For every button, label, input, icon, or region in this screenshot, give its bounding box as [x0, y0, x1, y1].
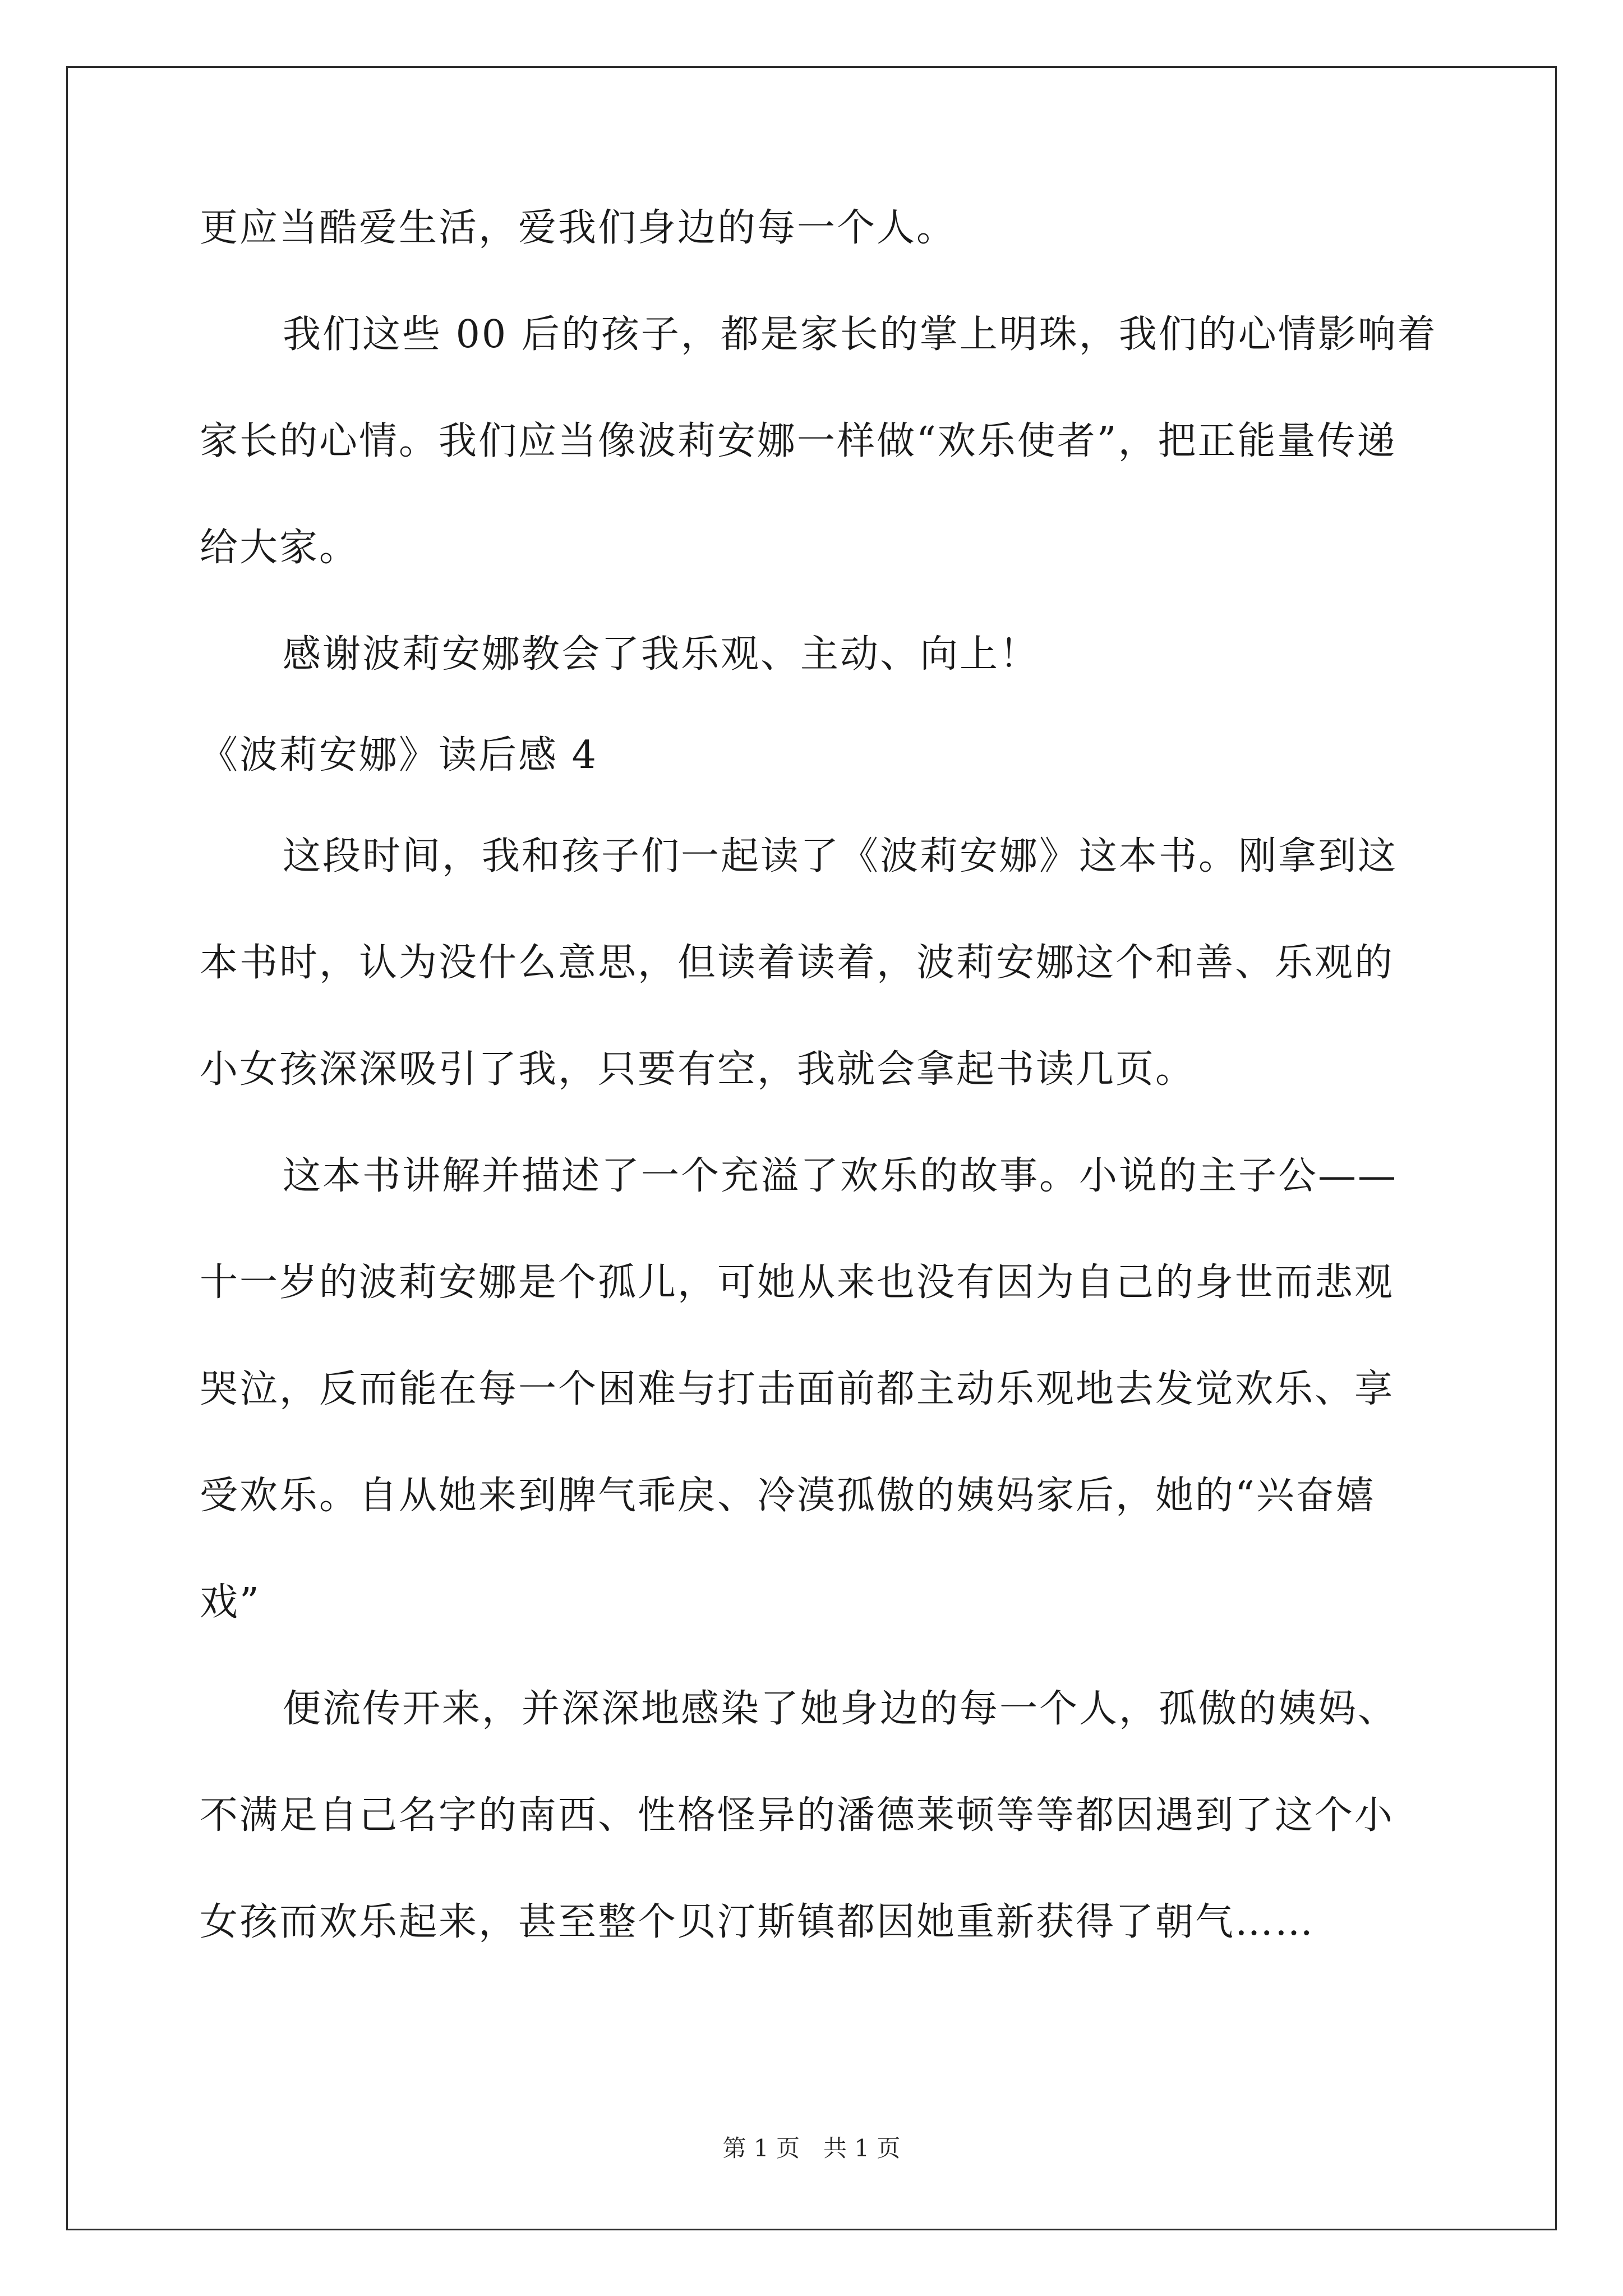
paragraph-line: 不满足自己名字的南西、性格怪异的潘德莱顿等等都因遇到了这个小: [200, 1793, 1395, 1838]
paragraph-line: 给大家。: [200, 526, 359, 570]
paragraph-line: 这段时间，我和孩子们一起读了《波莉安娜》这本书。刚拿到这: [283, 834, 1398, 878]
paragraph-line: 小女孩深深吸引了我，只要有空，我就会拿起书读几页。: [200, 1047, 1196, 1092]
section-heading: 《波莉安娜》读后感 4: [200, 733, 598, 777]
paragraph-line: 便流传开来，并深深地感染了她身边的每一个人，孤傲的姨妈、: [283, 1687, 1398, 1731]
paragraph-line: 哭泣，反而能在每一个困难与打击面前都主动乐观地去发觉欢乐、享: [200, 1367, 1395, 1411]
paragraph-line: 本书时，认为没什么意思，但读着读着，波莉安娜这个和善、乐观的: [200, 941, 1395, 985]
paragraph-line: 这本书讲解并描述了一个充溢了欢乐的故事。小说的主子公——: [283, 1154, 1398, 1198]
paragraph-line: 戏”: [200, 1580, 261, 1625]
paragraph-line: 感谢波莉安娜教会了我乐观、主动、向上！: [283, 632, 1040, 677]
paragraph-line: 女孩而欢乐起来，甚至整个贝汀斯镇都因她重新获得了朝气……: [200, 1900, 1315, 1944]
paragraph-line: 更应当酷爱生活，爱我们身边的每一个人。: [200, 206, 957, 250]
paragraph-line: 家长的心情。我们应当像波莉安娜一样做“欢乐使者”，把正能量传递: [200, 419, 1397, 463]
paragraph-line: 受欢乐。自从她来到脾气乖戾、冷漠孤傲的姨妈家后，她的“兴奋嬉: [200, 1474, 1376, 1518]
paragraph-line: 十一岁的波莉安娜是个孤儿，可她从来也没有因为自己的身世而悲观: [200, 1260, 1395, 1305]
page-footer: 第 1 页 共 1 页: [722, 2134, 901, 2162]
paragraph-line: 我们这些 00 后的孩子，都是家长的掌上明珠，我们的心情影响着: [283, 312, 1437, 357]
